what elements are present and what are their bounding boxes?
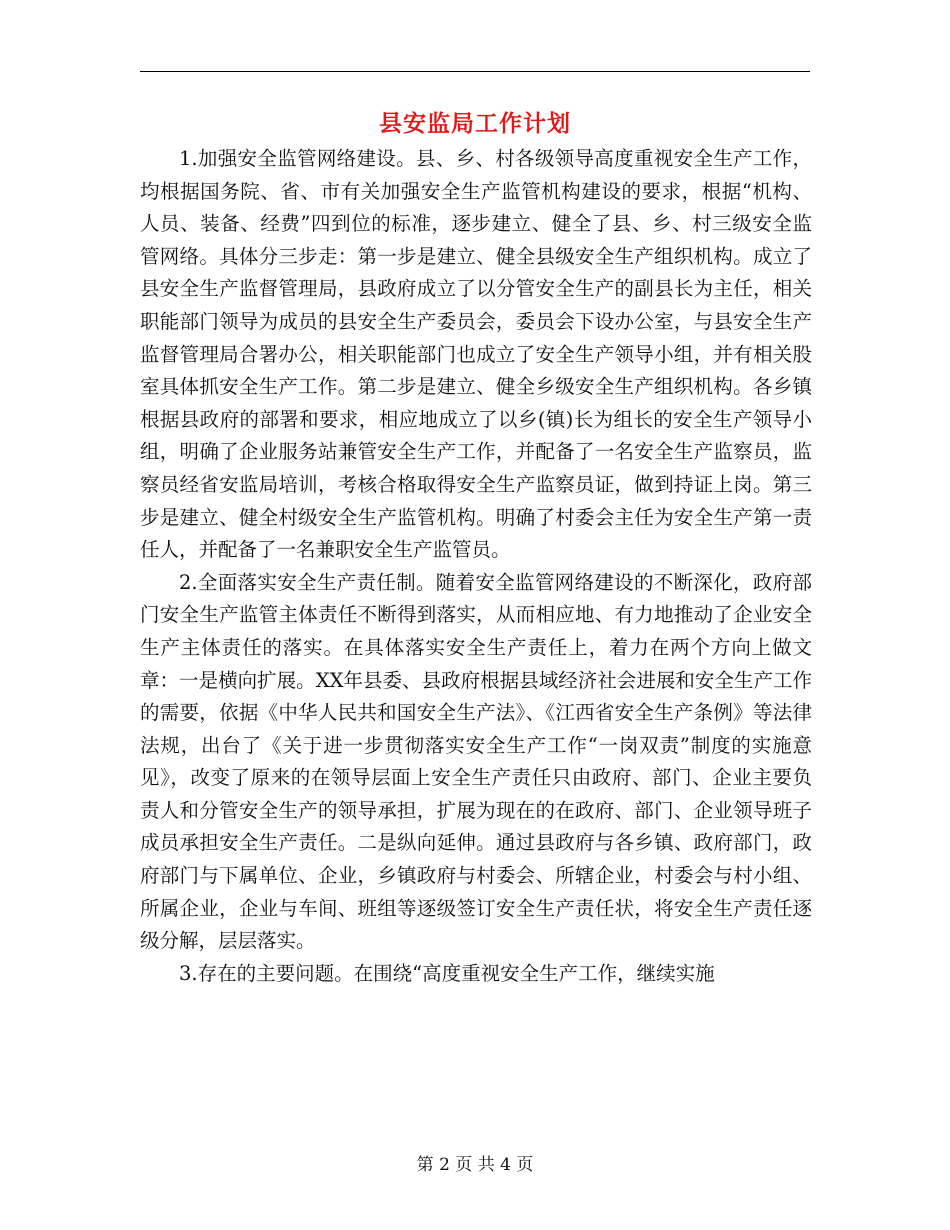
paragraph-2: 2.全面落实安全生产责任制。随着安全监管网络建设的不断深化，政府部门安全生产监管主体责任不断得到落实，从而相应地、有力地推动了企业安全生产主体责任的落实。在具体落实安全生产责任上，着力在两个方向上做文章：一是横向扩展。XX年县委、县政府根据县域经济社会进展和安全生产工作的需要，依据《中华人民共和国安全生产法》、《江西省安全生产条例》等法律法规，出台了《关于进一步贯彻落实安全生产工作“一岗双责”制度的实施意见》，改变了原来的在领导层面上安全生产责任只由政府、部门、企业主要负责人和分管安全生产的领导承担，扩展为现在的在政府、部门、企业领导班子成员承担安全生产责任。二是纵向延伸。通过县政府与各乡镇、政府部门，政府部门与下属单位、企业，乡镇政府与村委会、所辖企业，村委会与村小组、所属企业，企业与车间、班组等逐级签订安全生产责任状，将安全生产责任逐级分解，层层落实。: [140, 570, 812, 953]
paragraph-1: 1.加强安全监管网络建设。县、乡、村各级领导高度重视安全生产工作，均根据国务院、省、市有关加强安全生产监管机构建设的要求，根据“机构、人员、装备、经费”四到位的标准，逐步建立、健全了县、乡、村三级安全监管网络。具体分三步走：第一步是建立、健全县级安全生产组织机构。成立了县安全生产监督管理局，县政府成立了以分管安全生产的副县长为主任，相关职能部门领导为成员的县安全生产委员会，委员会下设办公室，与县安全生产监督管理局合署办公，相关职能部门也成立了安全生产领导小组，并有相关股室具体抓安全生产工作。第二步是建立、健全乡级安全生产组织机构。各乡镇根据县政府的部署和要求，相应地成立了以乡(镇)长为组长的安全生产领导小组，明确了企业服务站兼管安全生产工作，并配备了一名安全生产监察员，监察员经省安监局培训，考核合格取得安全生产监察员证，做到持证上岗。第三步是建立、健全村级安全生产监管机构。明确了村委会主任为安全生产第一责任人，并配备了一名兼职安全生产监管员。: [140, 147, 812, 562]
document-title: 县安监局工作计划: [379, 110, 571, 137]
document-body: [140, 143, 812, 990]
paragraph-3: 3.存在的主要问题。在围绕“高度重视安全生产工作，继续实施: [179, 961, 715, 985]
page-number: 第 2 页 共 4 页: [416, 1155, 534, 1175]
header-rule: [140, 71, 810, 72]
